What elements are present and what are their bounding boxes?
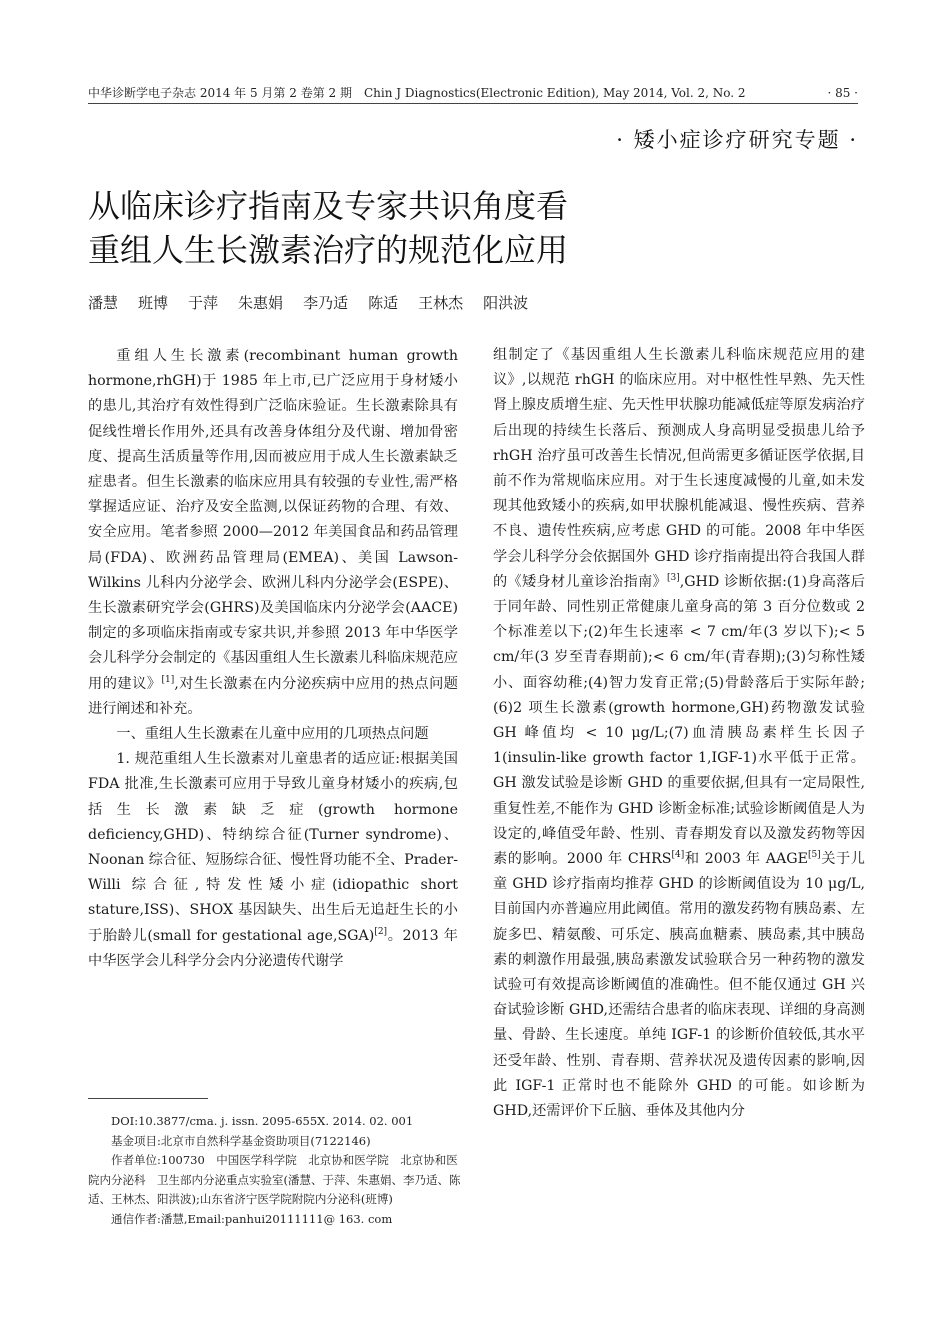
author: 潘慧 xyxy=(88,294,119,312)
author: 王林杰 xyxy=(418,294,464,312)
footnotes xyxy=(88,1112,468,1229)
author: 班博 xyxy=(138,294,169,312)
right-column xyxy=(493,343,865,1124)
footnote-rule xyxy=(88,1098,208,1099)
author: 李乃适 xyxy=(303,294,349,312)
author: 陈适 xyxy=(368,294,399,312)
running-header xyxy=(88,84,858,101)
body-text: ,GHD 诊断依据:(1)身高落后于同年龄、同性别正常健康儿童身高的第 3 百分位数或 2 个标准差以下;(2)年生长速率 < 7 cm/年(3 岁以下);< 5 cm/年(3 岁至青春期前);< 6 cm/年(青春期);(3)匀称性矮小、面容幼稚;(4)智力发育正常;(5)骨龄落后于实际年龄;(6)2 项生长激素(growth hormone,GH)药物激发试验 GH 峰值均 < 10 μg/L;(7)血清胰岛素样生长因子 1(insulin-like growth factor 1,IGF-1)水平低于正常。GH 激发试验是诊断 GHD 的重要依据,但具有一定局限性,重复性差,不能作为 GHD 诊断金标准;试验诊断阈值是人为设定的,峰值受年龄、性别、青春期发育以及激发药物等因素的影响。2000 年 CHRS xyxy=(493,573,865,868)
citation: [1] xyxy=(161,674,175,685)
correspondence: 通信作者:潘慧,Email:panhui20111111@ 163. com xyxy=(111,1211,393,1226)
header-rule xyxy=(88,103,858,104)
intro-paragraph xyxy=(88,344,458,722)
article-title xyxy=(88,184,868,272)
body-text: 。2013 年中华医学会儿科学分会内分泌遗传代谢学 xyxy=(88,927,458,969)
author: 阳洪波 xyxy=(483,294,529,312)
citation: [5] xyxy=(807,850,821,861)
body-text: 关于儿童 GHD 诊疗指南均推荐 GHD 的诊断阈值设为 10 μg/L,目前国内亦普遍应用此阈值。常用的激发药物有胰岛素、左旋多巴、精氨酸、可乐定、胰高血糖素、胰岛素,其中胰岛素的刺激作用最强,胰岛素激发试验联合另一种药物的激发试验可有效提高诊断阈值的准确性。但不能仅通过 GH 兴奋试验诊断 GHD,还需结合患者的临床表现、详细的身高测量、骨龄、生长速度。单纯 IGF-1 的诊断价值较低,其水平还受年龄、性别、青春期、营养状况及遗传因素的影响,因此 IGF-1 正常时也不能除外 GHD 的可能。如诊断为 GHD,还需评价下丘脑、垂体及其他内分 xyxy=(493,851,865,1120)
indication-paragraph xyxy=(88,747,458,974)
page-number: · 85 · xyxy=(827,86,858,100)
left-column xyxy=(88,344,458,974)
body-text: 组制定了《基因重组人生长激素儿科临床规范应用的建议》,以规范 rhGH 的临床应用。对中枢性性早熟、先天性肾上腺皮质增生症、先天性甲状腺功能减低症等原发病治疗后出现的持续生长落后、预测成人身高明显受损患儿给予 rhGH 治疗虽可改善生长情况,但尚需更多循证医学依据,目前不作为常规临床应用。对于生长速度减慢的儿童,如未发现其他致矮小的疾病,如甲状腺机能减退、慢性疾病、营养不良、遗传性疾病,应考虑 GHD 的可能。2008 年中华医学会儿科学分会依据国外 GHD 诊疗指南提出符合我国人群的《矮身材儿童诊治指南》 xyxy=(493,347,865,590)
guideline-paragraph xyxy=(493,343,865,1124)
section-heading: 一、重组人生长激素在儿童中应用的几项热点问题 xyxy=(116,726,429,743)
section-tag: · 矮小症诊疗研究专题 · xyxy=(616,128,858,152)
affiliation: 作者单位:100730 中国医学科学院 北京协和医学院 北京协和医院内分泌科 卫生部内分泌重点实验室(潘慧、于萍、朱惠娟、李乃适、陈适、王林杰、阳洪波);山东省济宁医学院附院内分泌科(班博) xyxy=(88,1153,461,1206)
body-text: ,对生长激素在内分泌疾病中应用的热点问题进行阐述和补充。 xyxy=(88,675,458,717)
title-line-1: 从临床诊疗指南及专家共识角度看 xyxy=(88,187,569,225)
citation: [3] xyxy=(666,572,680,583)
citation: [2] xyxy=(374,926,388,937)
body-text: 和 2003 年 AAGE xyxy=(684,851,808,868)
journal-info: 中华诊断学电子杂志 2014 年 5 月第 2 卷第 2 期 Chin J Diagnostics(Electronic Edition), May 2014, Vol. 2, No. 2 xyxy=(88,86,746,100)
body-text: 1. 规范重组人生长激素对儿童患者的适应证:根据美国 FDA 批准,生长激素可应用于导致儿童身材矮小的疾病,包括生长激素缺乏症(growth hormone deficiency,GHD)、特纳综合征(Turner syndrome)、Noonan 综合征、短肠综合征、慢性肾功能不全、Prader-Willi 综合征,特发性矮小症(idiopathic short stature,ISS)、SHOX 基因缺失、出生后无追赶生长的小于胎龄儿(small for gestational age,SGA) xyxy=(88,751,458,944)
citation: [4] xyxy=(671,850,685,861)
author: 于萍 xyxy=(188,294,219,312)
title-line-2: 重组人生长激素治疗的规范化应用 xyxy=(88,231,569,269)
body-text: 重组人生长激素(recombinant human growth hormone,rhGH)于 1985 年上市,已广泛应用于身材矮小的患儿,其治疗有效性得到广泛临床验证。生长激素除具有促线性增长作用外,还具有改善身体组分及代谢、增加骨密度、提高生活质量等作用,因而被应用于成人生长激素缺乏症患者。但生长激素的临床应用具有较强的专业性,需严格掌握适应证、治疗及安全监测,以保证药物的合理、有效、安全应用。笔者参照 2000—2012 年美国食品和药品管理局(FDA)、欧洲药品管理局(EMEA)、美国 Lawson-Wilkins 儿科内分泌学会、欧洲儿科内分泌学会(ESPE)、生长激素研究学会(GHRS)及美国临床内分泌学会(AACE)制定的多项临床指南或专家共识,并参照 2013 年中华医学会儿科学分会制定的《基因重组人生长激素儿科临床规范应用的建议》 xyxy=(88,348,458,692)
fund-info: 基金项目:北京市自然科学基金资助项目(7122146) xyxy=(111,1133,371,1148)
author: 朱惠娟 xyxy=(238,294,284,312)
author-list xyxy=(88,292,528,313)
doi: DOI:10.3877/cma. j. issn. 2095-655X. 2014. 02. 001 xyxy=(111,1114,414,1128)
